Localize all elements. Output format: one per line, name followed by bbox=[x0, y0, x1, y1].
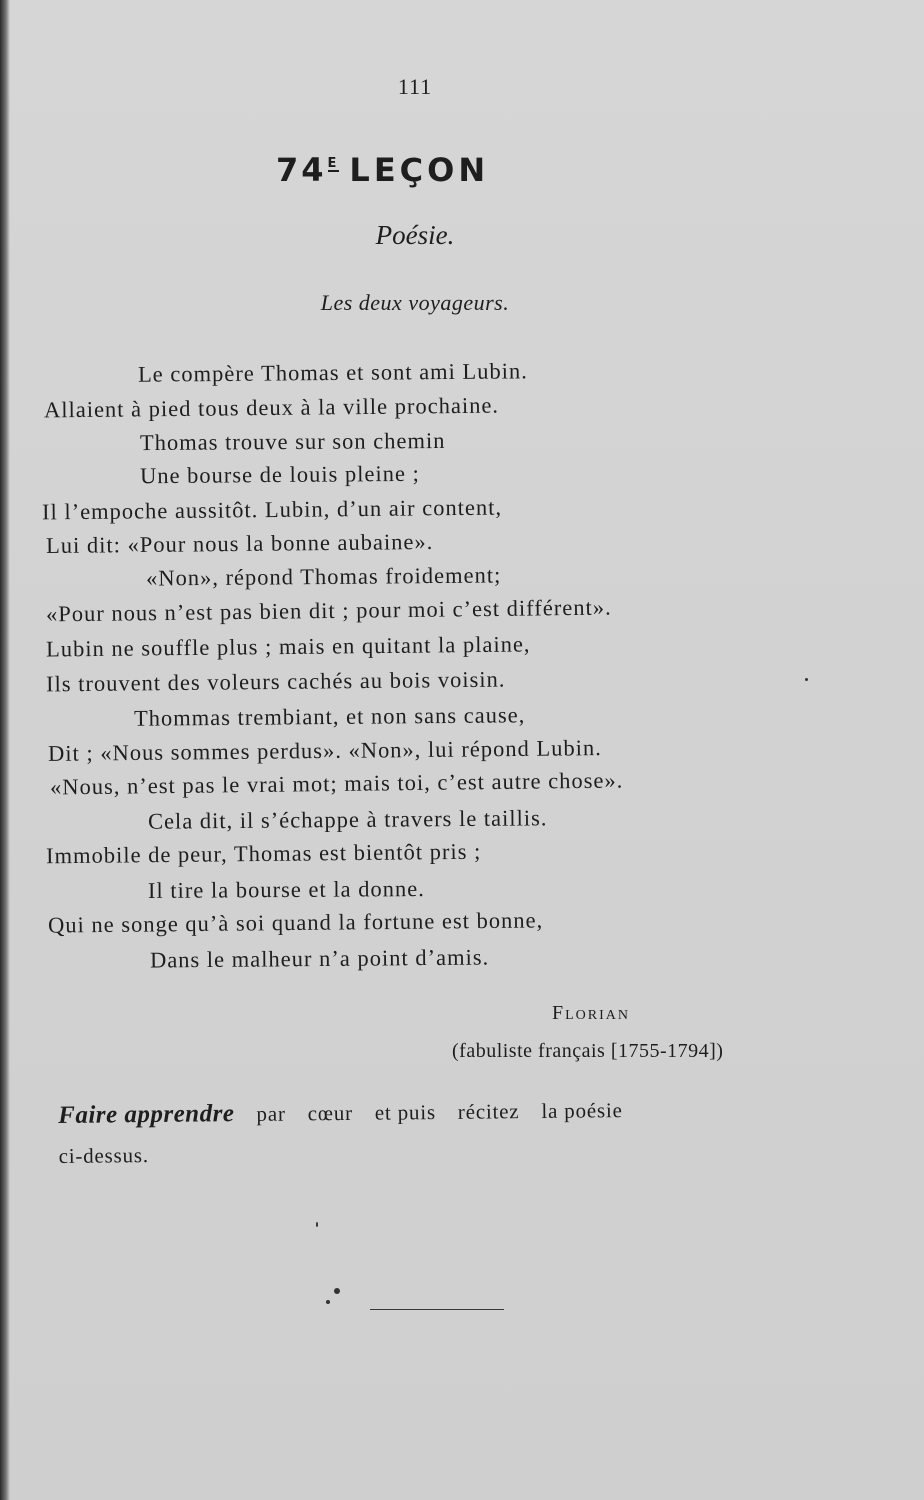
ink-speck bbox=[805, 678, 808, 681]
poem-verse: Le compère Thomas et sont ami Lubin. bbox=[137, 358, 528, 387]
end-separator-line bbox=[370, 1309, 504, 1310]
lesson-heading bbox=[276, 150, 489, 190]
poem-verse: Une bourse de louis pleine ; bbox=[139, 460, 420, 489]
ink-speck bbox=[326, 1300, 330, 1304]
page-number: 111 bbox=[397, 74, 433, 99]
lesson-ordinal-suffix: E bbox=[327, 156, 340, 171]
poem-verse: Qui ne songe qu’à soi quand la fortune est bonne, bbox=[47, 907, 544, 938]
poem-verse: Allaient à pied tous deux à la ville prochaine. bbox=[43, 392, 500, 423]
poem-verse: Dit ; «Nous sommes perdus». «Non», lui répond Lubin. bbox=[47, 735, 602, 766]
poem-verse: Thommas trembiant, et non sans cause, bbox=[133, 702, 526, 731]
poem-verse: «Non», répond Thomas froidement; bbox=[145, 562, 502, 591]
poem-title: Les deux voyageurs. bbox=[320, 290, 510, 315]
poem-verse: Thomas trouve sur son chemin bbox=[139, 427, 446, 456]
poem-verse: Dans le malheur n’a point d’amis. bbox=[149, 944, 490, 973]
instruction-word: récitez bbox=[457, 1099, 520, 1124]
poem-verse: Immobile de peur, Thomas est bientôt pris ; bbox=[45, 838, 482, 869]
instruction-word: la poésie bbox=[541, 1098, 623, 1123]
poem-verse: Lui dit: «Pour nous la bonne aubaine». bbox=[45, 528, 434, 559]
poem-verse: Il l’empoche aussitôt. Lubin, d’un air content, bbox=[41, 494, 503, 525]
poem-verse: «Pour nous n’est pas bien dit ; pour moi c’est différent». bbox=[45, 594, 612, 627]
poem-author: Florian bbox=[552, 1002, 631, 1024]
lesson-number: 74 bbox=[276, 151, 327, 189]
ink-speck bbox=[334, 1288, 340, 1294]
instruction-word: par bbox=[256, 1101, 286, 1126]
author-note: (fabuliste français [1755-1794]) bbox=[452, 1040, 724, 1062]
exercise-instruction bbox=[58, 1088, 819, 1176]
instruction-continuation: ci-dessus. bbox=[58, 1143, 149, 1168]
poem-verse: Cela dit, il s’échappe à travers le taillis. bbox=[147, 805, 548, 834]
lesson-word: LEÇON bbox=[349, 151, 490, 189]
lesson-subject: Poésie. bbox=[375, 220, 455, 250]
poem-verse: Lubin ne souffle plus ; mais en quitant la plaine, bbox=[45, 631, 531, 662]
poem-verse: «Nous, n’est pas le vrai mot; mais toi, c’est autre chose». bbox=[49, 767, 624, 800]
poem-verse: Ils trouvent des voleurs cachés au bois voisin. bbox=[45, 666, 506, 697]
poem-verse: Il tire la bourse et la donne. bbox=[147, 876, 425, 903]
instruction-emphasis: Faire apprendre bbox=[58, 1100, 235, 1129]
instruction-word: et puis bbox=[374, 1100, 436, 1125]
instruction-word: cœur bbox=[307, 1100, 353, 1126]
ink-speck bbox=[316, 1222, 318, 1227]
